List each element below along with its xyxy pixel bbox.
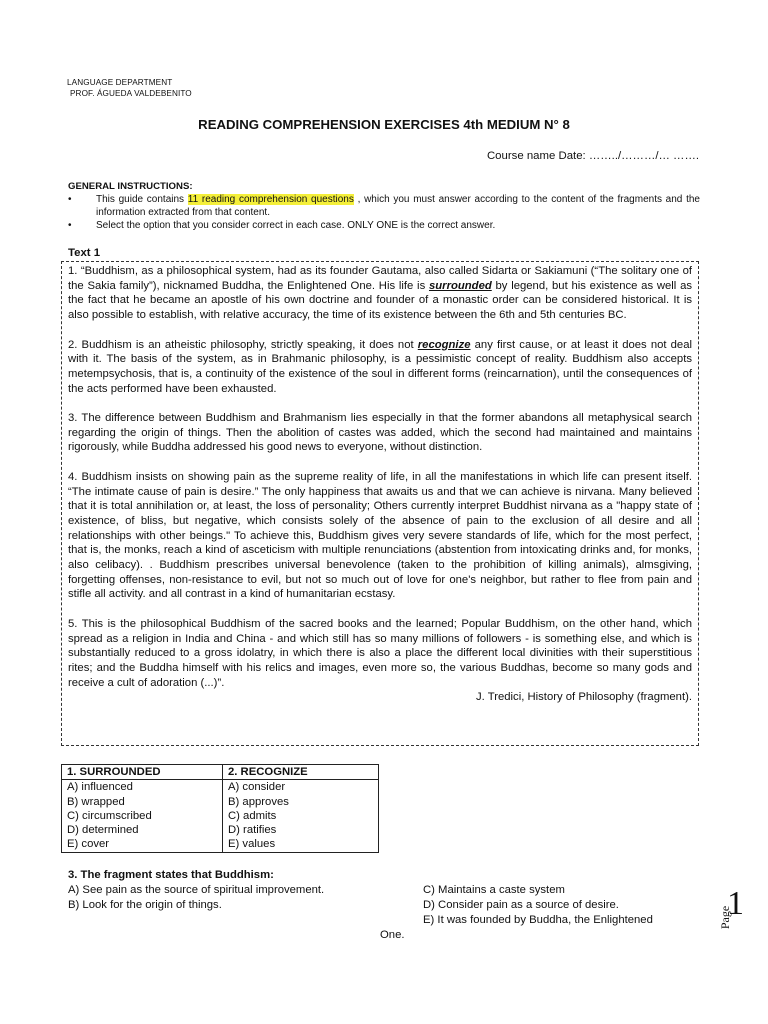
page-label: Page xyxy=(718,905,733,930)
column-header-recognize: 2. RECOGNIZE xyxy=(223,765,379,780)
option-cell[interactable]: E) values xyxy=(223,837,379,852)
general-instructions xyxy=(68,180,700,232)
instructions-list xyxy=(68,193,700,232)
instruction-item: • This guide contains 11 reading comprehension questions , which you must answer according to the content of the fragments and the information extracted from that content. xyxy=(68,194,700,218)
department-name: LANGUAGE DEPARTMENT xyxy=(67,78,173,87)
passage-paragraph-4: 4. Buddhism insists on showing pain as the supreme reality of life, in all the manifestations in which life can present itself. “The intimate cause of pain is desire.” The only happiness that awaits us and that we can achieve is nirvana. Many believed that it is total annihilation or, at least, the loss of personality; Others currently interpret Buddhist nirvana as a "happy state of existence, of bliss, but negative, which consists solely of the absence of pain to the exclusion of all desire and all relationships with other beings." To achieve this, Buddhism gives very severe standards of life, which for the most perfect, that is, the monks, reach a kind of asceticism with multiple renunciations (abstention from intoxicating drinks and, for monks, also celibacy). . Buddhism prescribes universal benevolence (taken to the prohibition of killing animals), almsgiving, forgetting offenses, non-resistance to evil, but not so much out of love for one's neighbor, but rather to flee from pain and stifle all activity. and all contrast in a kind of humanitarian ecstasy. xyxy=(68,470,692,601)
question-3-heading: 3. The fragment states that Buddhism: xyxy=(68,869,274,881)
option-b[interactable]: B) Look for the origin of things. xyxy=(68,899,222,911)
bullet-icon: • xyxy=(68,220,72,231)
page-number-marker xyxy=(718,885,750,934)
passage-paragraph-2: 2. Buddhism is an atheistic philosophy, strictly speaking, it does not recognize any first cause, or at least it does not deal with it. The basis of the system, as in Brahmanic philosophy, is a pessimistic concept of reality. Buddhism also accepts metempsychosis, that is, a continuity of the existence of the soul in different forms (reincarnation), until the consequences of the acts performed have been exhausted. xyxy=(68,338,693,395)
table-row xyxy=(62,837,379,852)
passage-paragraph-3: 3. The difference between Buddhism and Brahmanism lies especially in that the former abandons all metaphysical search regarding the origin of things. Then the abolition of castes was added, which the second had maintained and maintains rigorously, while Buddha addressed his good news to everyone, without distinction. xyxy=(68,412,692,454)
table-row xyxy=(62,809,379,823)
department-header xyxy=(67,77,192,99)
option-cell[interactable]: D) determined xyxy=(62,823,223,837)
table-row xyxy=(62,795,379,809)
page-number: 1 xyxy=(727,885,744,922)
option-cell[interactable]: D) ratifies xyxy=(223,823,379,837)
text1-label: Text 1 xyxy=(68,247,101,259)
highlighted-question-count: 11 reading comprehension questions xyxy=(187,194,354,205)
passage-citation: J. Tredici, History of Philosophy (fragment). xyxy=(476,691,692,704)
bullet-icon: • xyxy=(68,194,72,205)
keyword-recognize: recognize xyxy=(417,338,471,351)
option-e[interactable]: E) It was founded by Buddha, the Enlightened xyxy=(423,914,653,926)
vocabulary-table xyxy=(61,764,379,853)
reading-passage-box xyxy=(61,261,699,746)
option-a[interactable]: A) See pain as the source of spiritual improvement. xyxy=(68,884,325,896)
table-header-row xyxy=(62,765,379,780)
table-row xyxy=(62,780,379,795)
option-c[interactable]: C) Maintains a caste system xyxy=(423,884,565,896)
instruction-item: • Select the option that you consider correct in each case. ONLY ONE is the correct answer. xyxy=(68,220,496,231)
option-cell[interactable]: A) consider xyxy=(223,780,379,795)
option-e-continuation: One. xyxy=(380,929,405,941)
option-cell[interactable]: E) cover xyxy=(62,837,223,852)
passage-paragraph-1: 1. “Buddhism, as a philosophical system, had as its founder Gautama, also called Sidarta or Sakiamuni (“The solitary one of the Sakia family”), nicknamed Buddha, the Enlightened One. His life is surrounded by legend, but his existence as well as the fact that he became an apostle of his own doctrine and founder of a monastic order can be considered historical. It is also possible to establish, with relative accuracy, the time of its existence between the 6th and 5th centuries BC. xyxy=(68,265,693,322)
option-cell[interactable]: B) wrapped xyxy=(62,795,223,809)
question-3 xyxy=(68,868,700,941)
passage-paragraph-5: 5. This is the philosophical Buddhism of the sacred books and the learned; Popular Buddhism, on the other hand, which spread as a religion in India and China - and which still has so many millions of followers - is something else, and which is substantially reduced to a gross idolatry, in which there is also a place the different local divinities with their superstitious rites; and the Buddha himself with his relics and images, even more so, the various Buddhas, become so many gods and receive a cult of adoration (...)”. J. Tredici, History of Philosophy (fragment). xyxy=(68,617,692,704)
column-header-surrounded: 1. SURROUNDED xyxy=(62,765,223,780)
option-cell[interactable]: A) influenced xyxy=(62,780,223,795)
option-cell[interactable]: C) circumscribed xyxy=(62,809,223,823)
course-date-line: Course name Date: ……../………/… ……. xyxy=(486,150,699,162)
instructions-heading: GENERAL INSTRUCTIONS: xyxy=(68,181,193,192)
page-title: READING COMPREHENSION EXERCISES 4th MEDIUM N° 8 xyxy=(198,117,570,132)
option-cell[interactable]: C) admits xyxy=(223,809,379,823)
professor-name: PROF. ÁGUEDA VALDEBENITO xyxy=(70,89,192,98)
keyword-surrounded: surrounded xyxy=(428,279,492,292)
table-row xyxy=(62,823,379,837)
option-cell[interactable]: B) approves xyxy=(223,795,379,809)
option-d[interactable]: D) Consider pain as a source of desire. xyxy=(423,899,619,911)
